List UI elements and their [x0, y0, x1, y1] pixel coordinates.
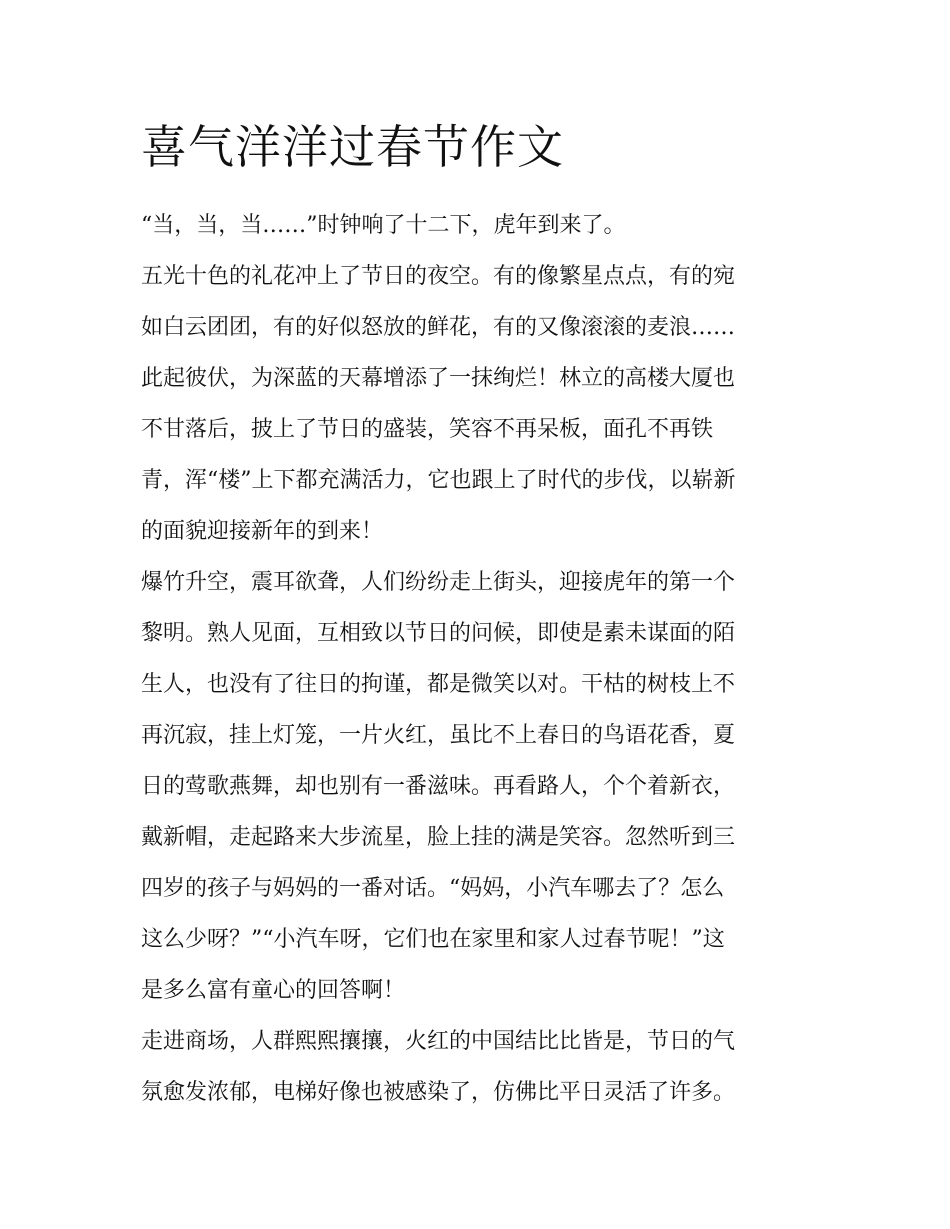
text-line: 五光十色的礼花冲上了节日的夜空。有的像繁星点点，有的宛	[141, 264, 736, 289]
text-line: 此起彼伏，为深蓝的天幕增添了一抹绚烂！林立的高楼大厦也	[141, 366, 736, 391]
text-line: “当，当，当……”时钟响了十二下，虎年到来了。	[141, 213, 626, 238]
text-line: 的面貌迎接新年的到来！	[141, 519, 384, 544]
text-line: 戴新帽，走起路来大步流星，脸上挂的满是笑容。忽然听到三	[141, 825, 736, 850]
text-line: 青，浑“楼”上下都充满活力，它也跟上了时代的步伐，以崭新	[141, 468, 736, 493]
text-line: 是多么富有童心的回答啊！	[141, 978, 406, 1003]
text-line: 不甘落后，披上了节日的盛装，笑容不再呆板，面孔不再铁	[141, 417, 714, 442]
text-line: 再沉寂，挂上灯笼，一片火红，虽比不上春日的鸟语花香，夏	[141, 723, 736, 748]
text-line: 四岁的孩子与妈妈的一番对话。“妈妈，小汽车哪去了？怎么	[141, 876, 725, 901]
document-page	[141, 112, 821, 1118]
text-line: 生人，也没有了往日的拘谨，都是微笑以对。干枯的树枝上不	[141, 672, 736, 697]
document-title: 喜气洋洋过春节作文	[141, 120, 564, 174]
paragraph-4	[141, 1016, 821, 1118]
text-line: 这么少呀？”“小汽车呀，它们也在家里和家人过春节呢！”这	[141, 927, 725, 952]
text-line: 爆竹升空，震耳欲聋，人们纷纷走上街头，迎接虎年的第一个	[141, 570, 736, 595]
text-line: 氛愈发浓郁，电梯好像也被感染了，仿佛比平日灵活了许多。	[141, 1080, 736, 1105]
paragraph-1	[141, 200, 821, 251]
text-line: 日的莺歌燕舞，却也别有一番滋味。再看路人，个个着新衣，	[141, 774, 736, 799]
paragraph-2	[141, 251, 821, 557]
text-line: 走进商场，人群熙熙攘攘，火红的中国结比比皆是，节日的气	[141, 1029, 736, 1054]
paragraph-3	[141, 557, 821, 1016]
text-line: 如白云团团，有的好似怒放的鲜花，有的又像滚滚的麦浪……	[141, 315, 736, 340]
text-line: 黎明。熟人见面，互相致以节日的问候，即使是素未谋面的陌	[141, 621, 736, 646]
